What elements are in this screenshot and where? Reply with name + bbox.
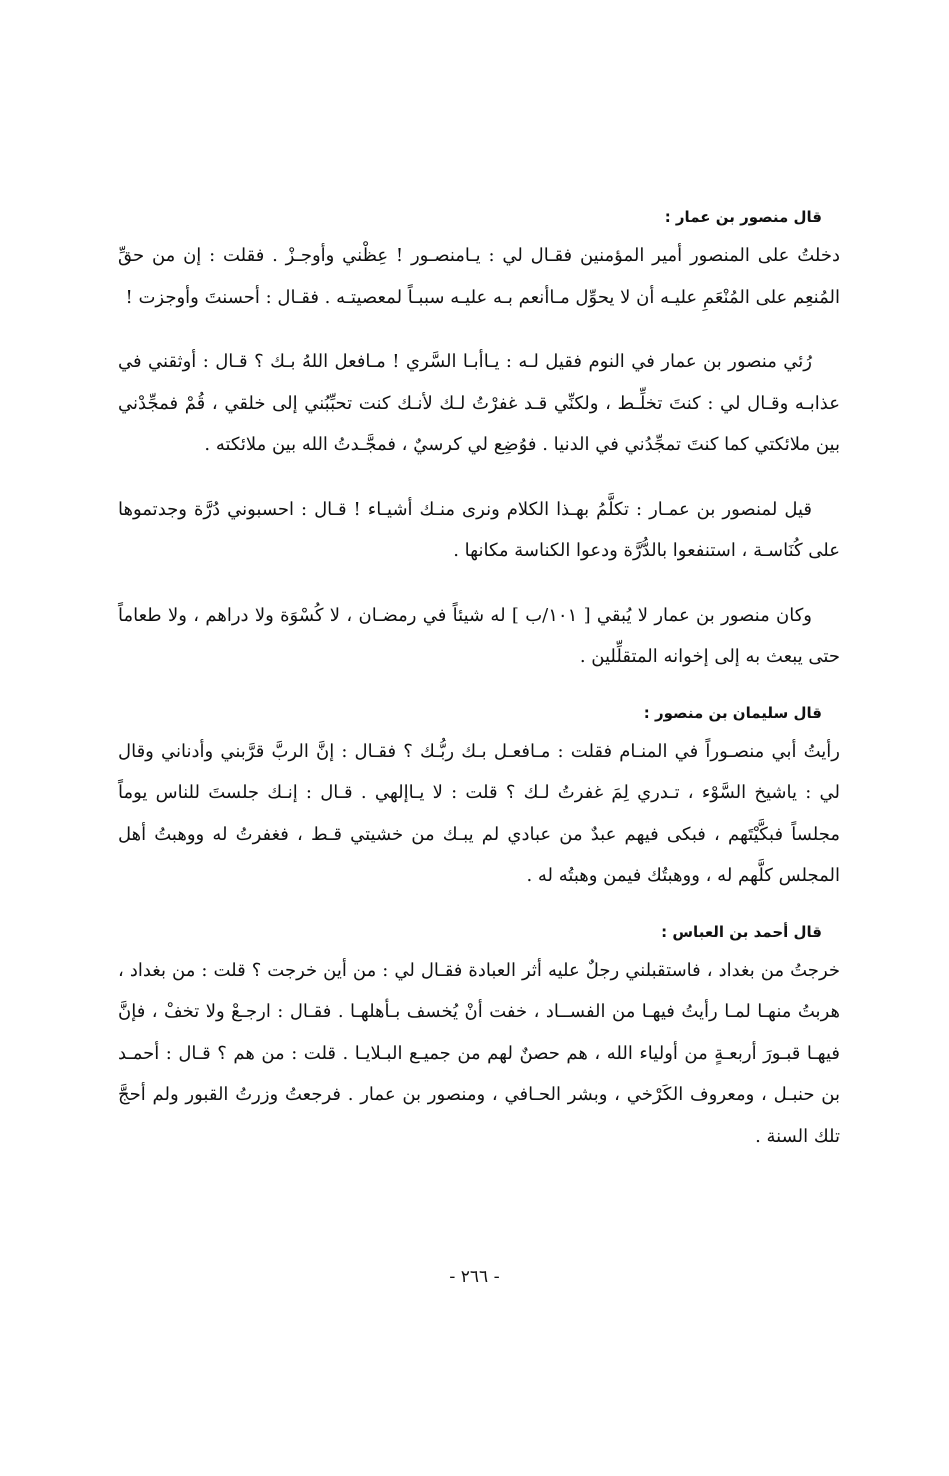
paragraph: رُئي منصور بن عمار في النوم فقيل لـه : يـاأبـا السَّري ! مـافعل اللهُ بـك ؟ قـال : أوثقني في عذابـه وقـال لي : كنتَ تخلِّـط ، ولكنِّي قـد غفرْتُ لـك لأنـك كنت تحبِّبُني إلى خلقي ، قُمْ فمجِّدْني بين ملائكتي كما كنتَ تمجِّدُني في الدنيا . فوُضِع لي كرسيٌ ، فمجَّـدتُ الله بين ملائكته . [118, 351, 840, 455]
section-heading: قال منصور بن عمار : [664, 208, 822, 226]
section-heading: قال أحمد بن العباس : [661, 922, 822, 941]
paragraph: دخلتُ على المنصور أمير المؤمنين فقـال لي : يـامنصـور ! عِظْني وأوجـزْ . فقلت : إن من حقِّ المُنعِم على المُنْعَمِ عليـه أن لا يحوِّل مـاأنعم بـه عليـه سببـاً لمعصيتـه . فقـال : أحسنتَ وأوجزت ! [118, 245, 840, 308]
page-number: - ٢٦٦ - [449, 1267, 500, 1287]
paragraph: رأيتُ أبي منصـوراً في المنـام فقلت : مـافعـل بـك ربُّـك ؟ فقـال : إنَّ الربَّ قرَّبني وأدناني وقال لي : ياشيخ السَّوْء ، تـدري لِمَ غفرتُ لـك ؟ قلت : لا يـاإلهي . قـال : إنـك جلستَ للناس يوماً مجلساً فبكَّيْتَهم ، فبكى فيهم عبدٌ من عبادي لم يبـك من خشيتي قـط ، فغفرتُ له ووهبتُ أهل المجلس كلَّهم له ، ووهبتُك فيمن وهبتُه له . [118, 740, 840, 886]
paragraph: خرجتُ من بغداد ، فاستقبلني رجلٌ عليه أثر العبادة فقـال لي : من أين خرجت ؟ قلت : من بغداد ، هربتُ منهـا لمـا رأيتُ فيهـا من الفســاد ، خفت أنْ يُخسف بـأهلهـا . فقـال : ارجـعْ ولا تخفْ ، فإنَّ فيهـا قبـورَ أربعـةٍ من أولياء الله ، هم حصنٌ لهم من جميـع البـلايـا . قلت : من هم ؟ قـال : أحمـد بن حنبـل ، ومعروف الكَرْخي ، وبشر الحـافي ، ومنصور بن عمار . فرجعتُ وزرتُ القبور ولم أحجَّ تلك السنة . [118, 959, 840, 1147]
paragraph: وكان منصور بن عمار لا يُبقي [ ١٠١/ب ] له شيئاً في رمضـان ، لا كُسْوَة ولا دراهم ، ولا طعاماً حتى يبعث به إلى إخوانه المتقلِّلين . [118, 604, 840, 667]
paragraph: قيل لمنصور بن عمـار : تكلَّمُ بهـذا الكلام ونرى منـك أشيـاء ! قـال : احسبوني دُرَّة وجدتموها على كُنَاسـة ، استنفعوا بالدُّرَّة ودعوا الكناسة مكانها . [118, 498, 840, 561]
section-mansur-ibn-ammar [118, 205, 840, 678]
section-sulayman-ibn-mansur [118, 701, 840, 897]
section-ahmad-ibn-al-abbas [118, 920, 840, 1158]
section-heading: قال سليمان بن منصور : [643, 703, 822, 722]
page-body [118, 205, 840, 1180]
